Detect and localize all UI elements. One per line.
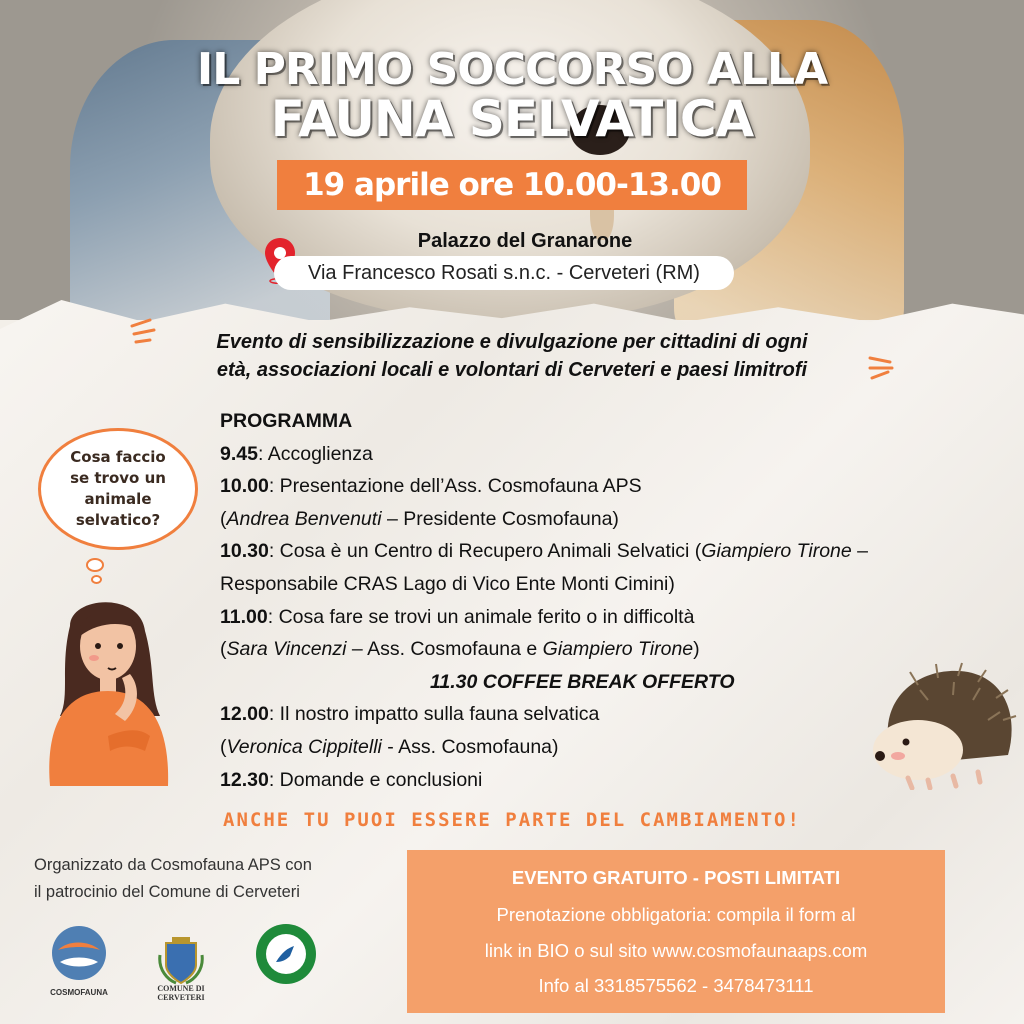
speaker-name: Sara Vincenzi	[226, 638, 347, 661]
intro-line-2: età, associazioni locali e volontari di Cerveteri e paesi limitrofi	[216, 359, 808, 381]
program-item	[220, 470, 1010, 503]
paren: (	[220, 638, 227, 661]
speaker-role: - Ass. Cosmofauna)	[381, 735, 559, 758]
cosmofauna-logo-label: COSMOFAUNA	[50, 988, 108, 997]
dash: –	[851, 540, 869, 563]
venue-address: Via Francesco Rosati s.n.c. - Cerveteri (RM)	[308, 262, 700, 284]
speaker-role: – Ass. Cosmofauna e	[346, 638, 543, 661]
program-desc: COFFEE BREAK OFFERTO	[482, 670, 735, 693]
thought-bubble-text	[48, 447, 188, 531]
title-line-1: IL PRIMO SOCCORSO ALLA	[196, 44, 828, 95]
speaker-name: Giampiero Tirone	[701, 540, 852, 563]
program-time: 12.30	[220, 768, 269, 791]
comune-logo-label	[150, 984, 212, 1002]
paren: )	[693, 638, 700, 661]
organizer-line-2: il patrocinio del Comune di Cerveteri	[34, 883, 300, 901]
thinking-woman-illustration	[30, 586, 180, 786]
bubble-line: animale	[84, 490, 152, 508]
booking-line-1: Prenotazione obbligatoria: compila il form al	[496, 904, 856, 925]
paren: (	[220, 735, 227, 758]
program-heading: PROGRAMMA	[220, 410, 353, 432]
speaker-name: Andrea Benvenuti	[226, 507, 382, 530]
intro-line-1: Evento di sensibilizzazione e divulgazione per cittadini di ogni	[216, 331, 808, 353]
contact-phone: Info al 3318575562 - 3478473111	[538, 975, 814, 996]
cosmofauna-logo	[48, 922, 110, 984]
program-time: 11.00	[220, 605, 268, 628]
program-time: 10.30	[220, 540, 269, 563]
program-time: 10.00	[220, 475, 269, 498]
venue-name: Palazzo del Granarone	[417, 230, 633, 252]
program-time: 9.45	[220, 442, 258, 465]
paren: (	[220, 507, 227, 530]
venue-address-pill	[274, 256, 734, 290]
speaker-name: Giampiero Tirone	[542, 638, 694, 661]
program-desc: : Cosa fare se trovi un animale ferito o in difficoltà	[267, 605, 695, 628]
intro-text	[150, 328, 874, 384]
bubble-line: se trovo un	[70, 469, 166, 487]
program-time: 12.00	[220, 703, 269, 726]
bubble-dot	[86, 558, 104, 572]
bubble-line: selvatico?	[75, 511, 161, 529]
speaker-name: Veronica Cippitelli	[226, 735, 382, 758]
booking-line-2: link in BIO o sul sito www.cosmofaunaaps.com	[484, 940, 868, 961]
hedgehog-illustration	[858, 660, 1018, 790]
bubble-line: Cosa faccio	[70, 448, 166, 466]
comune-cerveteri-crest	[158, 935, 204, 985]
program-time: 11.30	[430, 670, 478, 693]
comune-label-line: COMUNE DI	[157, 984, 205, 993]
program-item	[220, 438, 1010, 471]
riserva-lago-vico-logo	[254, 922, 318, 986]
organizer-line-1: Organizzato da Cosmofauna APS con	[34, 856, 312, 874]
comune-label-line: CERVETERI	[157, 993, 205, 1002]
program-desc: : Accoglienza	[257, 442, 373, 465]
program-desc: : Cosa è un Centro di Recupero Animali Selvatici (	[268, 540, 702, 563]
organizer-text	[34, 852, 364, 906]
program-item	[220, 535, 1010, 568]
event-date-banner: 19 aprile ore 10.00-13.00	[277, 160, 747, 210]
slogan: ANCHE TU PUOI ESSERE PARTE DEL CAMBIAMENTO!	[223, 809, 801, 831]
booking-info-box	[407, 850, 945, 1013]
free-event-title: EVENTO GRATUITO - POSTI LIMITATI	[511, 867, 841, 888]
bubble-dot	[91, 575, 102, 584]
program-desc: : Presentazione dell’Ass. Cosmofauna APS	[268, 475, 642, 498]
program-item-detail: Responsabile CRAS Lago di Vico Ente Monti Cimini)	[220, 572, 675, 595]
speaker-role: – Presidente Cosmofauna)	[381, 507, 619, 530]
program-desc: : Domande e conclusioni	[268, 768, 483, 791]
program-item-detail	[220, 503, 1010, 536]
program-desc: : Il nostro impatto sulla fauna selvatica	[268, 703, 600, 726]
program-item	[220, 601, 1010, 634]
title-line-2: FAUNA SELVATICA	[270, 90, 754, 148]
